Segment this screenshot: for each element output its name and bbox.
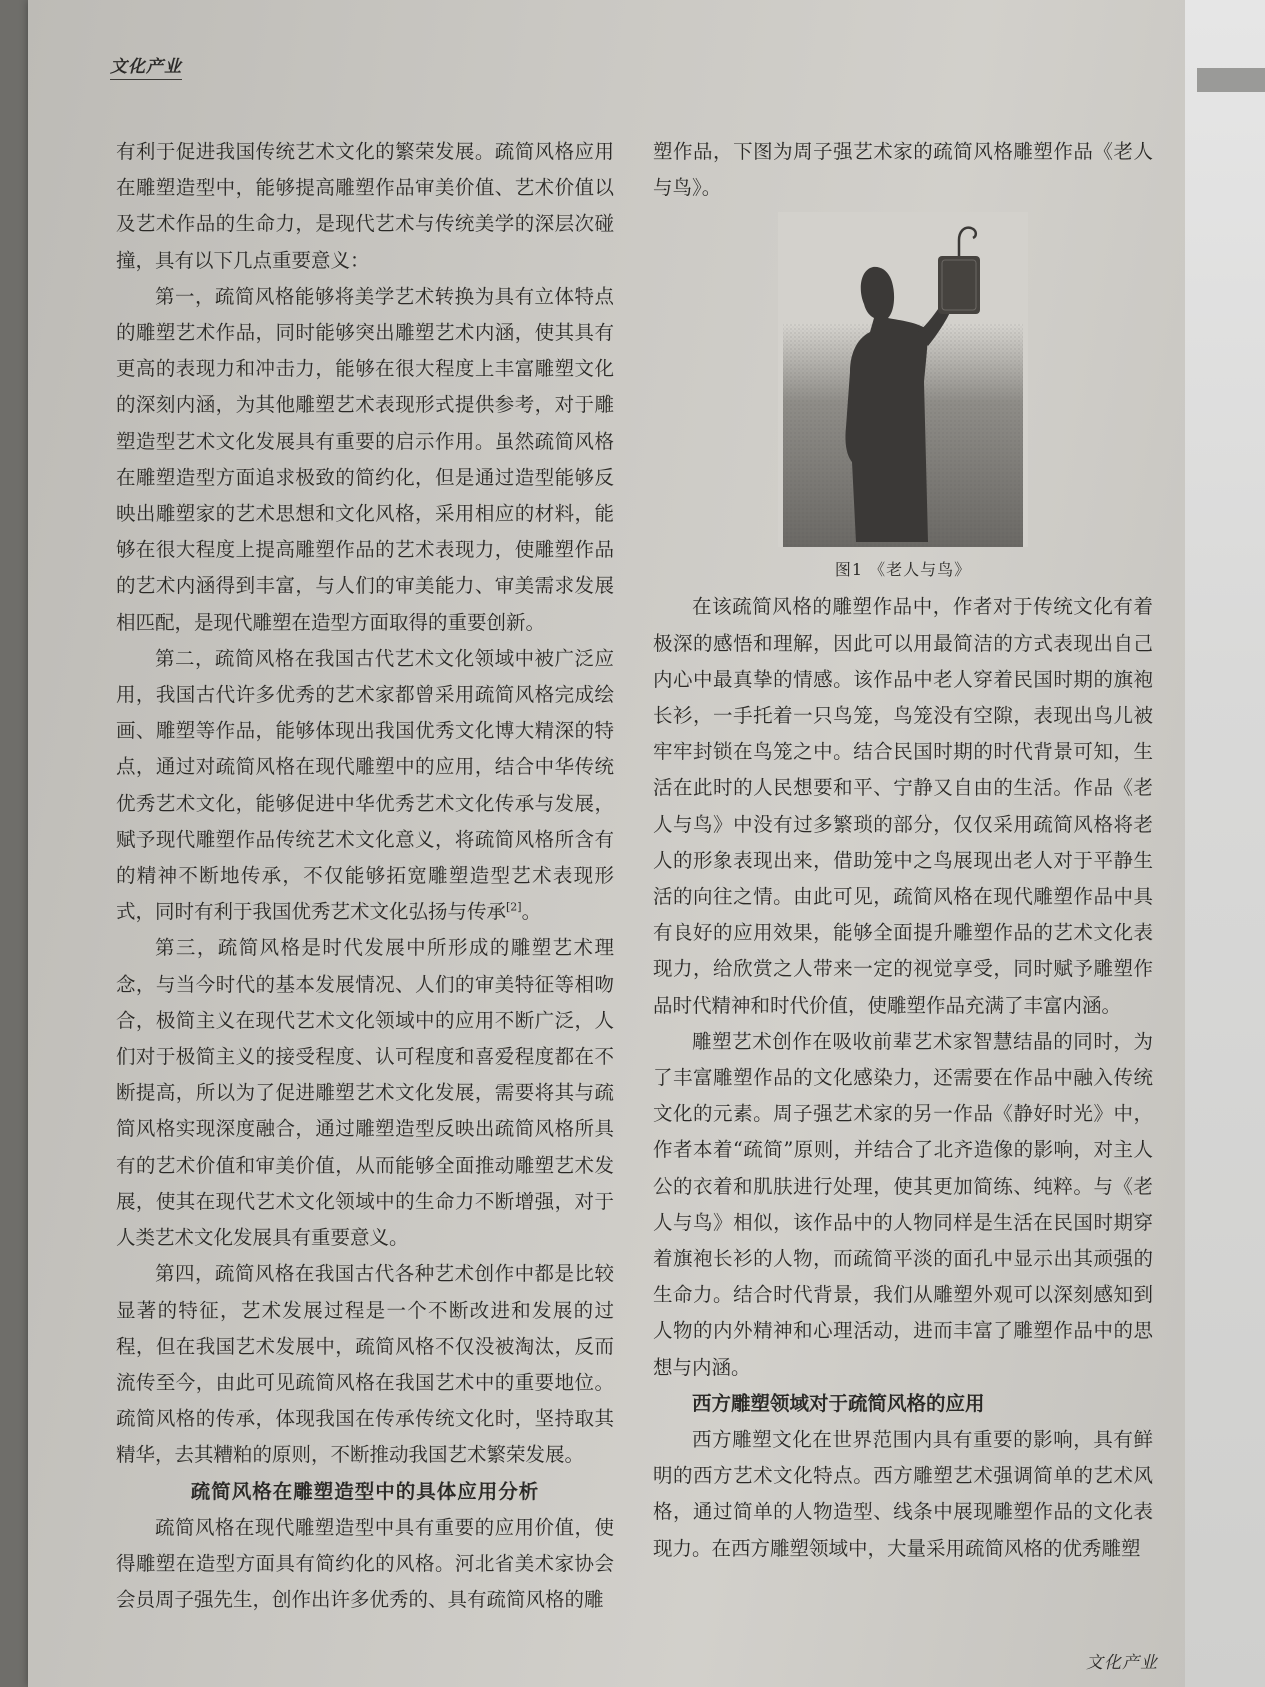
figure-old-man-and-bird (778, 212, 1028, 585)
figure-caption: 图1 《老人与鸟》 (834, 560, 972, 580)
left-paragraph-1: 有利于促进我国传统艺术文化的繁荣发展。疏简风格应用在雕塑造型中，能够提高雕塑作品审美价值、艺术价值以及艺术作品的生命力，是现代艺术与传统美学的深层次碰撞，具有以下几点重要意义： (116, 140, 614, 272)
bird-cage (938, 256, 980, 314)
running-head: 文化产业 (110, 52, 182, 80)
right-column (653, 134, 1153, 1567)
right-paragraph-3: 雕塑艺术创作在吸收前辈艺术家智慧结晶的同时，为了丰富雕塑作品的文化感染力，还需要在作品中融入传统文化的元素。周子强艺术家的另一作品《静好时光》中，作者本着“疏简”原则，并结合了北齐造像的影响，对主人公的衣着和肌肤进行处理，使其更加简练、纯粹。与《老人与鸟》相似，该作品中的人物同样是生活在民国时期穿着旗袍长衫的人物，而疏简平淡的面孔中显示出其顽强的生命力。结合时代背景，我们从雕塑外观可以深刻感知到人物的内外精神和心理活动，进而丰富了雕塑作品中的思想与内涵。 (653, 1029, 1153, 1379)
right-paragraph-1: 塑作品，下图为周子强艺术家的疏简风格雕塑作品《老人与鸟》。 (653, 140, 1153, 200)
left-paragraph-3-text: 第二，疏简风格在我国古代艺术文化领域中被广泛应用，我国古代许多优秀的艺术家都曾采用疏简风格完成绘画、雕塑等作品，能够体现出我国优秀文化博大精深的特点，通过对疏简风格在现代雕塑中的应用，结合中华传统优秀艺术文化，能够促进中华优秀艺术文化传承与发展，赋予现代雕塑作品传统艺术文化意义，将疏简风格所含有的精神不断地传承，不仅能够拓宽雕塑造型艺术表现形式，同时有利于我国优秀艺术文化弘扬与传承 (116, 646, 614, 924)
magazine-page (28, 0, 1200, 1687)
right-paragraph-4: 西方雕塑文化在世界范围内具有重要的影响，具有鲜明的西方艺术文化特点。西方雕塑艺术强调简单的艺术风格，通过简单的人物造型、线条中展现雕塑作品的文化表现力。在西方雕塑领域中，大量采用疏简风格的优秀雕塑 (653, 1428, 1153, 1560)
left-paragraph-6: 疏简风格在现代雕塑造型中具有重要的应用价值，使得雕塑在造型方面具有简约化的风格。河北省美术家协会会员周子强先生，创作出许多优秀的、具有疏简风格的雕 (116, 1515, 614, 1612)
left-paragraph-5: 第四，疏简风格在我国古代各种艺术创作中都是比较显著的特征，艺术发展过程是一个不断改进和发展的过程，但在我国艺术发展中，疏简风格不仅没被淘汰，反而流传至今，由此可见疏简风格在我国艺术中的重要地位。疏简风格的传承，体现我国在传承传统文化时，坚持取其精华，去其糟粕的原则，不断推动我国艺术繁荣发展。 (116, 1262, 614, 1467)
section-heading-western: 西方雕塑领域对于疏简风格的应用 (692, 1391, 985, 1415)
adjacent-page-strip (1197, 68, 1265, 92)
left-paragraph-4: 第三，疏简风格是时代发展中所形成的雕塑艺术理念，与当今时代的基本发展情况、人们的审美特征等相吻合，极简主义在现代艺术文化领域中的应用不断广泛，人们对于极简主义的接受程度、认可程度和喜爱程度都在不断提高，所以为了促进雕塑艺术文化发展，需要将其与疏简风格实现深度融合，通过雕塑造型反映出疏简风格所具有的艺术价值和审美价值，从而能够全面推动雕塑艺术发展，使其在现代艺术文化领域中的生命力不断增强，对于人类艺术文化发展具有重要意义。 (116, 936, 614, 1250)
citation-ref: [2] (506, 900, 522, 914)
left-column (116, 134, 614, 1618)
right-paragraph-2: 在该疏简风格的雕塑作品中，作者对于传统文化有着极深的感悟和理解，因此可以用最简洁的方式表现出自己内心中最真挚的情感。该作品中老人穿着民国时期的旗袍长衫，一手托着一只鸟笼，鸟笼没有空隙，表现出鸟儿被牢牢封锁在鸟笼之中。结合民国时期的时代背景可知，生活在此时的人民想要和平、宁静又自由的生活。作品《老人与鸟》中没有过多繁琐的部分，仅仅采用疏简风格将老人的形象表现出来，借助笼中之鸟展现出老人对于平静生活的向往之情。由此可见，疏简风格在现代雕塑作品中具有良好的应用效果，能够全面提升雕塑作品的艺术文化表现力，给欣赏之人带来一定的视觉享受，同时赋予雕塑作品时代精神和时代价值，使雕塑作品充满了丰富内涵。 (653, 595, 1153, 1017)
footer-journal-name: 文化产业 (1086, 1653, 1158, 1673)
section-heading-application: 疏简风格在雕塑造型中的具体应用分析 (190, 1479, 540, 1503)
left-paragraph-3 (116, 641, 614, 931)
adjacent-page-edge (1185, 0, 1265, 1687)
sculpture-photo (778, 212, 1028, 547)
left-paragraph-2: 第一，疏简风格能够将美学艺术转换为具有立体特点的雕塑艺术作品，同时能够突出雕塑艺术内涵，使其具有更高的表现力和冲击力，能够在很大程度上丰富雕塑文化的深刻内涵，为其他雕塑艺术表现形式提供参考，对于雕塑造型艺术文化发展具有重要的启示作用。虽然疏简风格在雕塑造型方面追求极致的简约化，但是通过造型能够反映出雕塑家的艺术思想和文化风格，采用相应的材料，能够在很大程度上提高雕塑作品的艺术表现力，使雕塑作品的艺术内涵得到丰富，与人们的审美能力、审美需求发展相匹配，是现代雕塑在造型方面取得的重要创新。 (116, 284, 614, 634)
left-paragraph-3-end: 。 (521, 900, 542, 924)
